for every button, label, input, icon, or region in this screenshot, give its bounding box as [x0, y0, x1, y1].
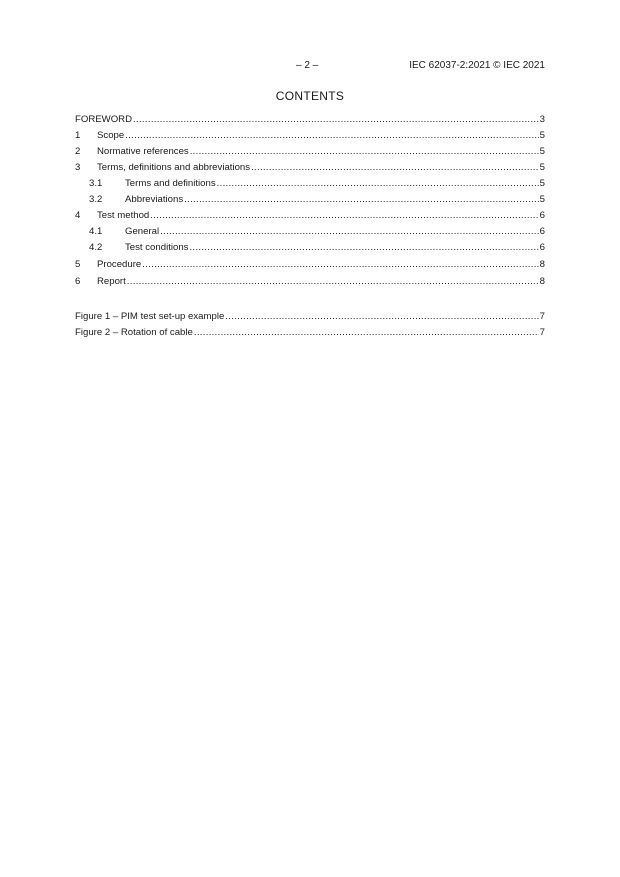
toc-entry-foreword[interactable] — [75, 113, 545, 126]
toc-entry-number: 3 — [75, 162, 81, 173]
toc-dot-leader — [150, 209, 538, 222]
toc-entry-page: 6 — [539, 210, 545, 221]
toc-entry-page: 5 — [539, 178, 545, 189]
toc-entry-page: 5 — [539, 146, 545, 157]
toc-dot-leader — [125, 129, 538, 142]
toc-entry-abbreviations[interactable] — [75, 193, 545, 206]
toc-dot-leader — [133, 113, 539, 126]
toc-entry-title: Report — [97, 276, 126, 287]
toc-dot-leader — [142, 258, 538, 271]
toc-entry-title: Test conditions — [125, 242, 189, 253]
toc-entry-title: FOREWORD — [75, 114, 133, 125]
toc-entry-test-conditions[interactable] — [75, 241, 545, 254]
toc-entry-test-method[interactable] — [75, 209, 545, 222]
toc-entry-number: 4.1 — [89, 226, 103, 237]
toc-entry-page: 8 — [539, 276, 545, 287]
toc-entry-terms-definitions-abbreviations[interactable] — [75, 161, 545, 174]
toc-dot-leader — [217, 177, 539, 190]
toc-entry-report[interactable] — [75, 275, 545, 288]
toc-entry-page: 6 — [539, 242, 545, 253]
page-header — [0, 60, 620, 74]
toc-entry-title: Figure 1 – PIM test set-up example — [75, 311, 225, 322]
toc-entry-number: 4 — [75, 210, 81, 221]
toc-entry-number: 2 — [75, 146, 81, 157]
toc-entry-page: 5 — [539, 130, 545, 141]
toc-entry-general[interactable] — [75, 225, 545, 238]
toc-dot-leader — [194, 326, 539, 339]
toc-entry-page: 8 — [539, 259, 545, 270]
toc-entry-title: Terms and definitions — [125, 178, 216, 189]
toc-entry-figure-1[interactable] — [75, 310, 545, 323]
toc-entry-number: 4.2 — [89, 242, 103, 253]
toc-entry-page: 5 — [539, 162, 545, 173]
toc-entry-title: Abbreviations — [125, 194, 184, 205]
toc-entry-title: General — [125, 226, 160, 237]
toc-entry-number: 3.1 — [89, 178, 103, 189]
toc-entry-page: 5 — [539, 194, 545, 205]
toc-entry-page: 7 — [539, 327, 545, 338]
toc-entry-normative-references[interactable] — [75, 145, 545, 158]
toc-entry-page: 7 — [539, 311, 545, 322]
toc-dot-leader — [225, 310, 538, 323]
toc-entry-scope[interactable] — [75, 129, 545, 142]
toc-entry-number: 1 — [75, 130, 81, 141]
contents-title: CONTENTS — [275, 89, 345, 103]
toc-entry-number: 6 — [75, 276, 81, 287]
toc-dot-leader — [190, 145, 539, 158]
document-reference: IEC 62037-2:2021 © IEC 2021 — [409, 60, 545, 71]
toc-entry-title: Terms, definitions and abbreviations — [97, 162, 251, 173]
toc-entry-title: Scope — [97, 130, 125, 141]
toc-entry-title: Procedure — [97, 259, 142, 270]
toc-entry-terms-and-definitions[interactable] — [75, 177, 545, 190]
toc-entry-page: 3 — [539, 114, 545, 125]
toc-dot-leader — [160, 225, 539, 238]
toc-entry-title: Test method — [97, 210, 150, 221]
toc-dot-leader — [184, 193, 539, 206]
toc-dot-leader — [189, 241, 538, 254]
toc-entry-title: Figure 2 – Rotation of cable — [75, 327, 193, 338]
toc-dot-leader — [251, 161, 539, 174]
toc-entry-number: 3.2 — [89, 194, 103, 205]
toc-entry-figure-2[interactable] — [75, 326, 545, 339]
page-number: – 2 – — [296, 60, 319, 71]
toc-entry-page: 6 — [539, 226, 545, 237]
toc-dot-leader — [127, 275, 539, 288]
toc-entry-procedure[interactable] — [75, 258, 545, 271]
toc-entry-number: 5 — [75, 259, 81, 270]
toc-entry-title: Normative references — [97, 146, 189, 157]
